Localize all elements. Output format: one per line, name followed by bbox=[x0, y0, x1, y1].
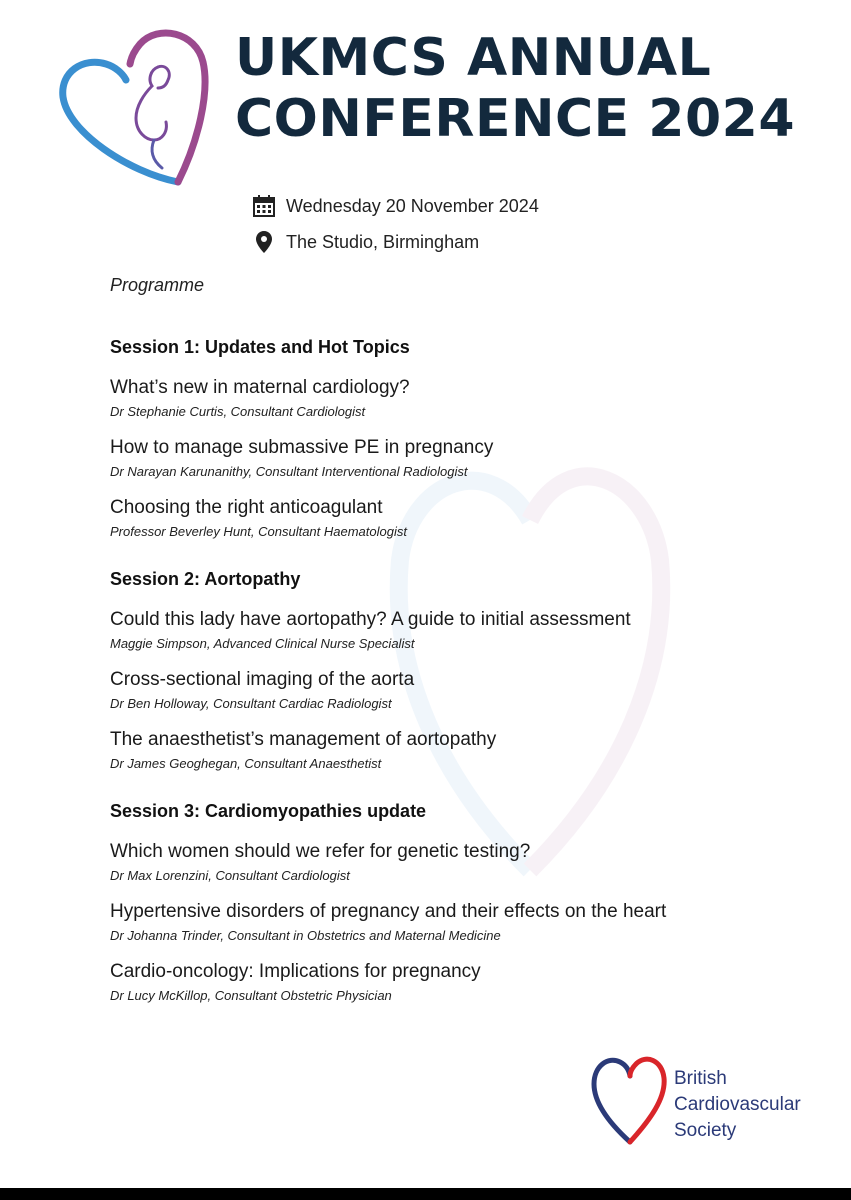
talk-speaker: Dr Max Lorenzini, Consultant Cardiologist bbox=[110, 868, 350, 883]
bcs-line-3: Society bbox=[674, 1120, 737, 1141]
talk-speaker: Dr Lucy McKillop, Consultant Obstetric Physician bbox=[110, 988, 392, 1003]
talk-item bbox=[110, 436, 800, 482]
talk-item bbox=[110, 668, 800, 714]
title-line-1: UKMCS ANNUAL bbox=[235, 28, 712, 88]
talk-title: How to manage submassive PE in pregnancy bbox=[110, 437, 494, 458]
event-venue-text: The Studio, Birmingham bbox=[286, 231, 480, 252]
ukmcs-logo bbox=[58, 22, 218, 187]
talk-speaker: Dr Ben Holloway, Consultant Cardiac Radiologist bbox=[110, 696, 392, 711]
title-line-2: CONFERENCE 2024 bbox=[235, 89, 796, 149]
talk-item bbox=[110, 960, 800, 1006]
session-1 bbox=[110, 336, 800, 542]
talk-title: Cardio-oncology: Implications for pregnancy bbox=[110, 961, 481, 982]
talk-speaker: Dr Johanna Trinder, Consultant in Obstetrics and Maternal Medicine bbox=[110, 928, 501, 943]
session-2 bbox=[110, 568, 800, 774]
talk-speaker: Dr Stephanie Curtis, Consultant Cardiologist bbox=[110, 404, 366, 419]
talk-item bbox=[110, 840, 800, 886]
event-date-text: Wednesday 20 November 2024 bbox=[286, 195, 539, 216]
bcs-line-2: Cardiovascular bbox=[674, 1094, 801, 1115]
location-pin-icon bbox=[252, 230, 276, 254]
talk-title: The anaesthetist’s management of aortopathy bbox=[110, 729, 497, 750]
talk-title: Choosing the right anticoagulant bbox=[110, 497, 383, 518]
session-title: Session 2: Aortopathy bbox=[110, 569, 301, 589]
bottom-bar bbox=[0, 1188, 851, 1200]
talk-title: Hypertensive disorders of pregnancy and their effects on the heart bbox=[110, 901, 667, 922]
programme-heading: Programme bbox=[110, 275, 205, 295]
session-3 bbox=[110, 800, 800, 1006]
bcs-heart-icon bbox=[590, 1048, 670, 1146]
talk-speaker: Dr Narayan Karunanithy, Consultant Interventional Radiologist bbox=[110, 464, 468, 479]
talk-speaker: Professor Beverley Hunt, Consultant Haematologist bbox=[110, 524, 407, 539]
bcs-line-1: British bbox=[674, 1068, 727, 1089]
session-title: Session 1: Updates and Hot Topics bbox=[110, 337, 410, 357]
calendar-icon bbox=[252, 194, 276, 218]
talk-item bbox=[110, 728, 800, 774]
talk-item bbox=[110, 608, 800, 654]
talk-speaker: Dr James Geoghegan, Consultant Anaesthetist bbox=[110, 756, 382, 771]
talk-speaker: Maggie Simpson, Advanced Clinical Nurse Specialist bbox=[110, 636, 415, 651]
talk-item bbox=[110, 496, 800, 542]
talk-title: Which women should we refer for genetic testing? bbox=[110, 841, 531, 862]
programme-content bbox=[110, 336, 800, 1032]
conference-title bbox=[235, 28, 795, 150]
bcs-logo bbox=[590, 1048, 815, 1148]
event-venue bbox=[252, 230, 479, 254]
talk-title: What’s new in maternal cardiology? bbox=[110, 377, 410, 398]
session-title: Session 3: Cardiomyopathies update bbox=[110, 801, 427, 821]
talk-title: Could this lady have aortopathy? A guide to initial assessment bbox=[110, 609, 631, 630]
talk-item bbox=[110, 900, 800, 946]
event-date bbox=[252, 194, 539, 218]
bcs-name bbox=[674, 1066, 801, 1144]
talk-item bbox=[110, 376, 800, 422]
talk-title: Cross-sectional imaging of the aorta bbox=[110, 669, 415, 690]
